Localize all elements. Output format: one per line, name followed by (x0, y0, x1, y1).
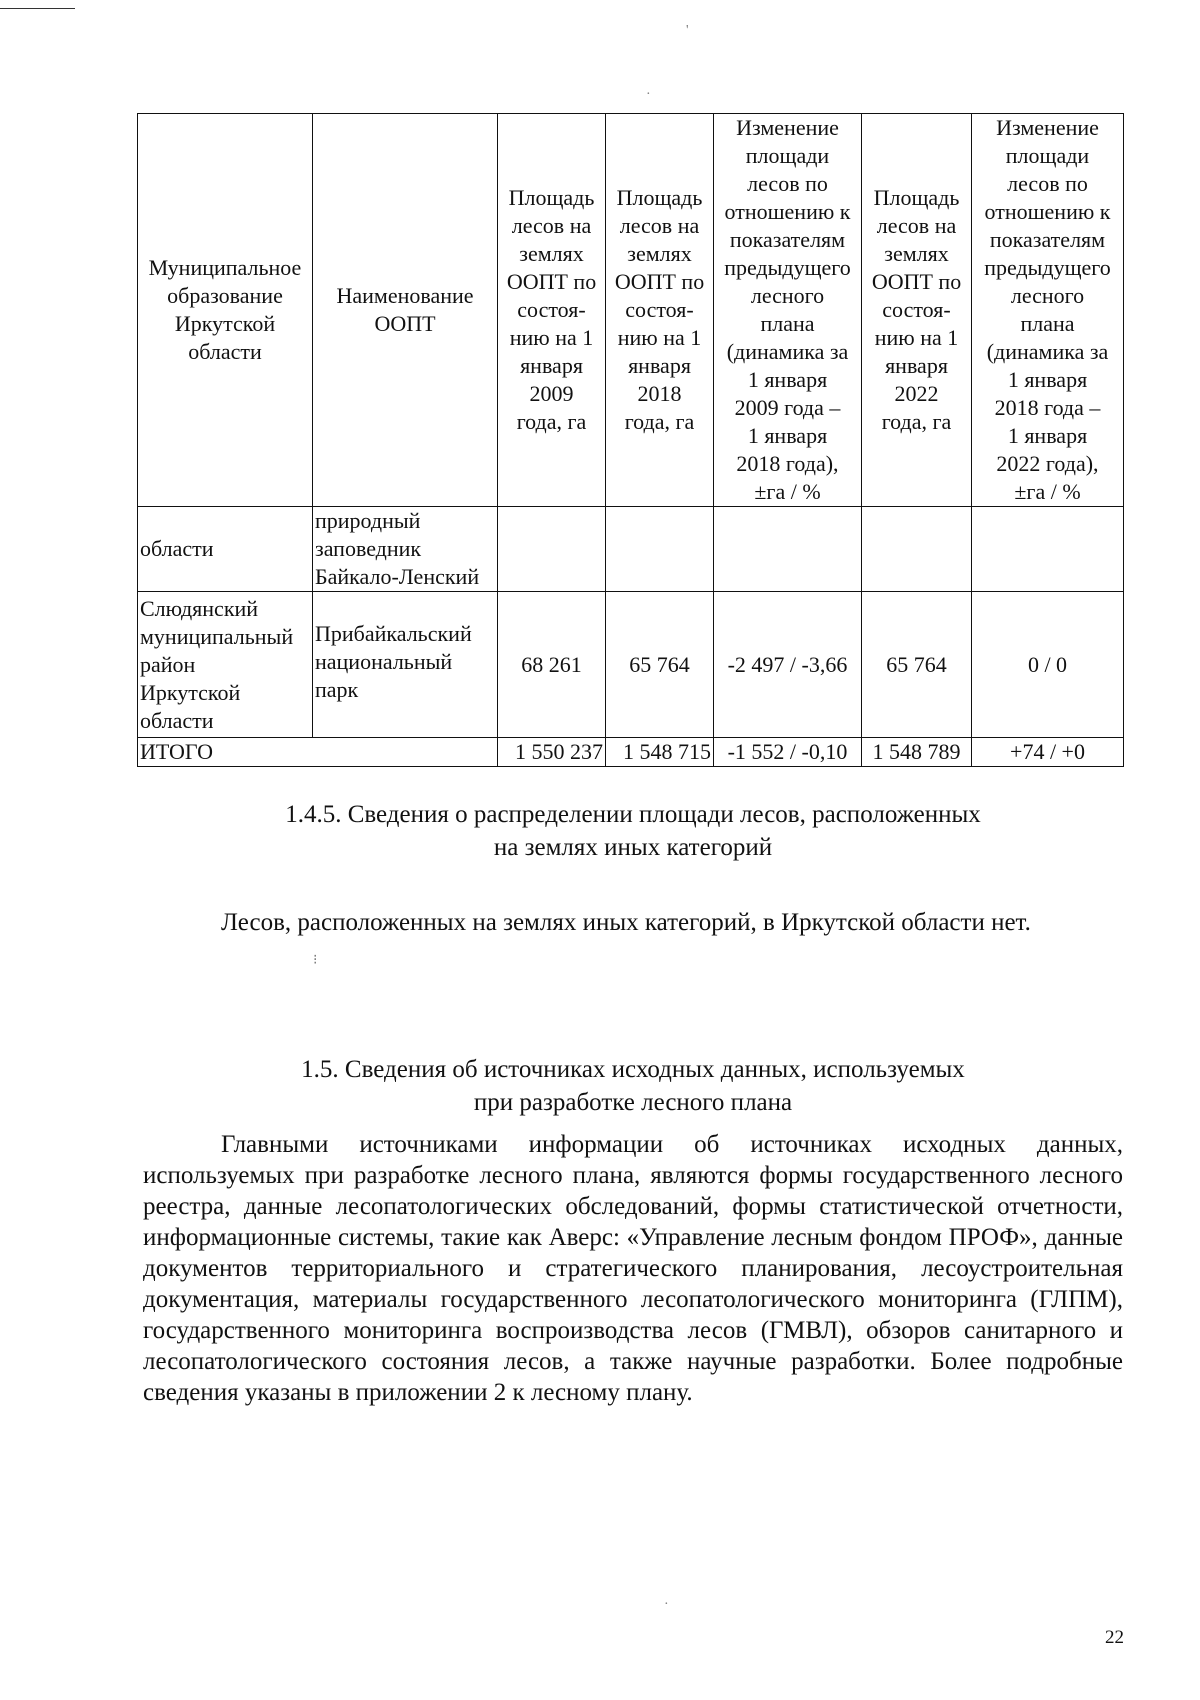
table-total-row (138, 738, 1124, 767)
cell-change-2018-2022: 0 / 0 (972, 592, 1124, 738)
header-oopt-name: Наименование ООПТ (313, 114, 498, 507)
cell-municipality: области (138, 507, 313, 592)
cell-change-2009-2018: -2 497 / -3,66 (714, 592, 862, 738)
section-145-heading: 1.4.5. Сведения о распределении площади лесов, расположенных на землях иных категорий (285, 801, 981, 861)
section-145-text: Лесов, расположенных на землях иных категорий, в Иркутской области нет. (221, 909, 1031, 936)
table-header-row (138, 114, 1124, 507)
page-number: 22 (1105, 1627, 1124, 1648)
cell-oopt-name: природный заповедник Байкало-Ленский (313, 507, 498, 592)
scan-speck: ' (686, 23, 689, 38)
cell-empty (972, 507, 1124, 592)
total-area-2009: 1 550 237 (498, 738, 606, 767)
cell-empty (714, 507, 862, 592)
cell-empty (606, 507, 714, 592)
section-15-text: Главными источниками информации об источниках исходных данных, используемых при разработке лесного плана, являются формы государственного лесного реестра, данные лесопатологических обследований, формы статистической отчетности, информационные системы, такие как Аверс: «Управление лесным фондом ПРОФ», данные документов территориального и стратегического планирования, лесоустроительная документация, материалы государственного лесопатологического мониторинга (ГЛПМ), государственного мониторинга воспроизводства лесов (ГМВЛ), обзоров санитарного и лесопатологического состояния лесов, а также научные разработки. Более подробные сведения указаны в приложении 2 к лесному плану. (143, 1131, 1123, 1406)
cell-empty (498, 507, 606, 592)
cell-oopt-name: Прибайкальский национальный парк (313, 592, 498, 738)
scan-speck: ⁝ (313, 953, 318, 968)
table-row (138, 507, 1124, 592)
scan-edge-mark (0, 8, 75, 9)
cell-municipality: Слюдянский муниципальный район Иркутской области (138, 592, 313, 738)
header-municipality: Муниципальное образование Иркутской области (138, 114, 313, 507)
total-label: ИТОГО (138, 738, 498, 767)
scan-speck: · (664, 1597, 669, 1612)
header-change-2018-2022: Изменение площади лесов по отношению к показателям предыдущего лесного плана (динамика за 1 января 2018 года – 1 января 2022 года), ±га / % (972, 114, 1124, 507)
table-row (138, 592, 1124, 738)
cell-area-2018: 65 764 (606, 592, 714, 738)
oopt-forest-area-table (137, 113, 1124, 767)
cell-area-2009: 68 261 (498, 592, 606, 738)
header-area-2022: Площадь лесов на землях ООПТ по состоя- нию на 1 января 2022 года, га (862, 114, 972, 507)
cell-empty (862, 507, 972, 592)
total-change-2018-2022: +74 / +0 (972, 738, 1124, 767)
section-15-heading: 1.5. Сведения об источниках исходных данных, используемых при разработке лесного плана (301, 1056, 965, 1116)
total-area-2022: 1 548 789 (862, 738, 972, 767)
scan-speck: · (646, 87, 651, 102)
total-change-2009-2018: -1 552 / -0,10 (714, 738, 862, 767)
header-area-2018: Площадь лесов на землях ООПТ по состоя- нию на 1 января 2018 года, га (606, 114, 714, 507)
header-area-2009: Площадь лесов на землях ООПТ по состоя- нию на 1 января 2009 года, га (498, 114, 606, 507)
cell-area-2022: 65 764 (862, 592, 972, 738)
header-change-2009-2018: Изменение площади лесов по отношению к показателям предыдущего лесного плана (динамика за 1 января 2009 года – 1 января 2018 года), ±га / % (714, 114, 862, 507)
total-area-2018: 1 548 715 (606, 738, 714, 767)
